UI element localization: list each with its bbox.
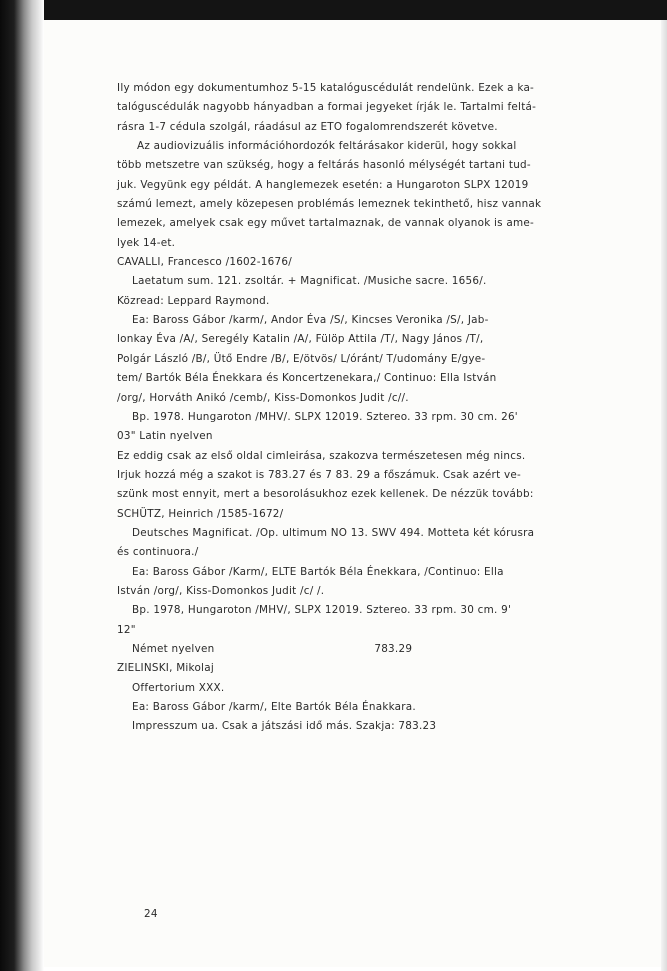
text-line: CAVALLI, Francesco /1602-1676/: [117, 256, 292, 269]
text-line: ZIELINSKI, Mikolaj: [117, 662, 214, 675]
page-right-edge: [661, 20, 667, 971]
scan-top-border: [18, 0, 667, 20]
text-line: szünk most ennyit, mert a besorolásukhoz ezek kellenek. De nézzük tovább:: [117, 488, 534, 501]
text-line: Ea: Baross Gábor /karm/, Elte Bartók Béla Énakkara.: [132, 701, 416, 713]
text-line: Laetatum sum. 121. zsoltár. + Magnificat. /Musiche sacre. 1656/.: [132, 275, 487, 288]
text-line: juk. Vegyünk egy példát. A hanglemezek esetén: a Hungaroton SLPX 12019: [117, 178, 529, 191]
text-line: Bp. 1978, Hungaroton /MHV/, SLPX 12019. Sztereo. 33 rpm. 30 cm. 9': [132, 604, 512, 617]
text-line: Közread: Leppard Raymond.: [117, 294, 270, 307]
text-line: lyek 14-et.: [117, 236, 176, 249]
text-line: 12": [117, 623, 136, 636]
text-line: /org/, Horváth Anikó /cemb/, Kiss-Domonkos Judit /c//.: [117, 391, 409, 404]
text-line: Offertorium XXX.: [132, 681, 225, 694]
text-line: lemezek, amelyek csak egy művet tartalmaznak, de vannak olyanok is ame-: [117, 217, 535, 230]
text-line: Ea: Baross Gábor /karm/, Andor Éva /S/, Kincses Veronika /S/, Jab-: [132, 314, 489, 327]
text-line: Ea: Baross Gábor /Karm/, ELTE Bartók Béla Énekkara, /Continuo: Ella: [132, 565, 504, 578]
text-line: Az audiovizuális információhordozók feltárásakor kiderül, hogy sokkal: [137, 140, 517, 153]
text-line: több metszetre van szükség, hogy a feltárás hasonló mélységét tartani tud-: [117, 159, 531, 172]
text-line: rásra 1-7 cédula szolgál, ráadásul az ETO fogalomrendszerét követve.: [117, 120, 498, 133]
text-line: lonkay Éva /A/, Seregély Katalin /A/, Fülöp Attila /T/, Nagy János /T/,: [117, 333, 484, 346]
text-line: számú lemezt, amely közepesen problémás lemeznek tekinthető, hisz vannak: [117, 198, 542, 211]
body-text: [117, 79, 611, 737]
scan-binding-shadow: [0, 0, 44, 971]
text-line: SCHÜTZ, Heinrich /1585-1672/: [117, 507, 284, 520]
text-line: és continuora./: [117, 546, 199, 559]
text-line: Német nyelven 783.29: [132, 642, 413, 655]
text-line: Ily módon egy dokumentumhoz 5-15 katalóguscédulát rendelünk. Ezek a ka-: [117, 82, 535, 94]
text-line: Ez eddig csak az első oldal cimleirása, szakozva természetesen még nincs.: [117, 449, 526, 462]
page-number: 24: [144, 908, 158, 920]
text-line: 03" Latin nyelven: [117, 430, 213, 443]
text-line: Deutsches Magnificat. /Op. ultimum NO 13. SWV 494. Motteta két kórusra: [132, 526, 535, 539]
text-line: Impresszum ua. Csak a játszási idő más. Szakja: 783.23: [132, 720, 437, 733]
text-line: Polgár László /B/, Ütő Endre /B/, E/ötvös/ L/óránt/ T/udomány E/gye-: [117, 352, 486, 365]
text-line: Bp. 1978. Hungaroton /MHV/. SLPX 12019. Sztereo. 33 rpm. 30 cm. 26': [132, 410, 518, 423]
text-line: István /org/, Kiss-Domonkos Judit /c/ /.: [117, 584, 325, 597]
text-line: talóguscédulák nagyobb hányadban a formai jegyeket írják le. Tartalmi feltá-: [117, 101, 537, 114]
text-line: Irjuk hozzá még a szakot is 783.27 és 7 83. 29 a főszámuk. Csak azért ve-: [117, 468, 521, 481]
text-line: tem/ Bartók Béla Énekkara és Koncertzenekara,/ Continuo: Ella István: [117, 372, 497, 385]
